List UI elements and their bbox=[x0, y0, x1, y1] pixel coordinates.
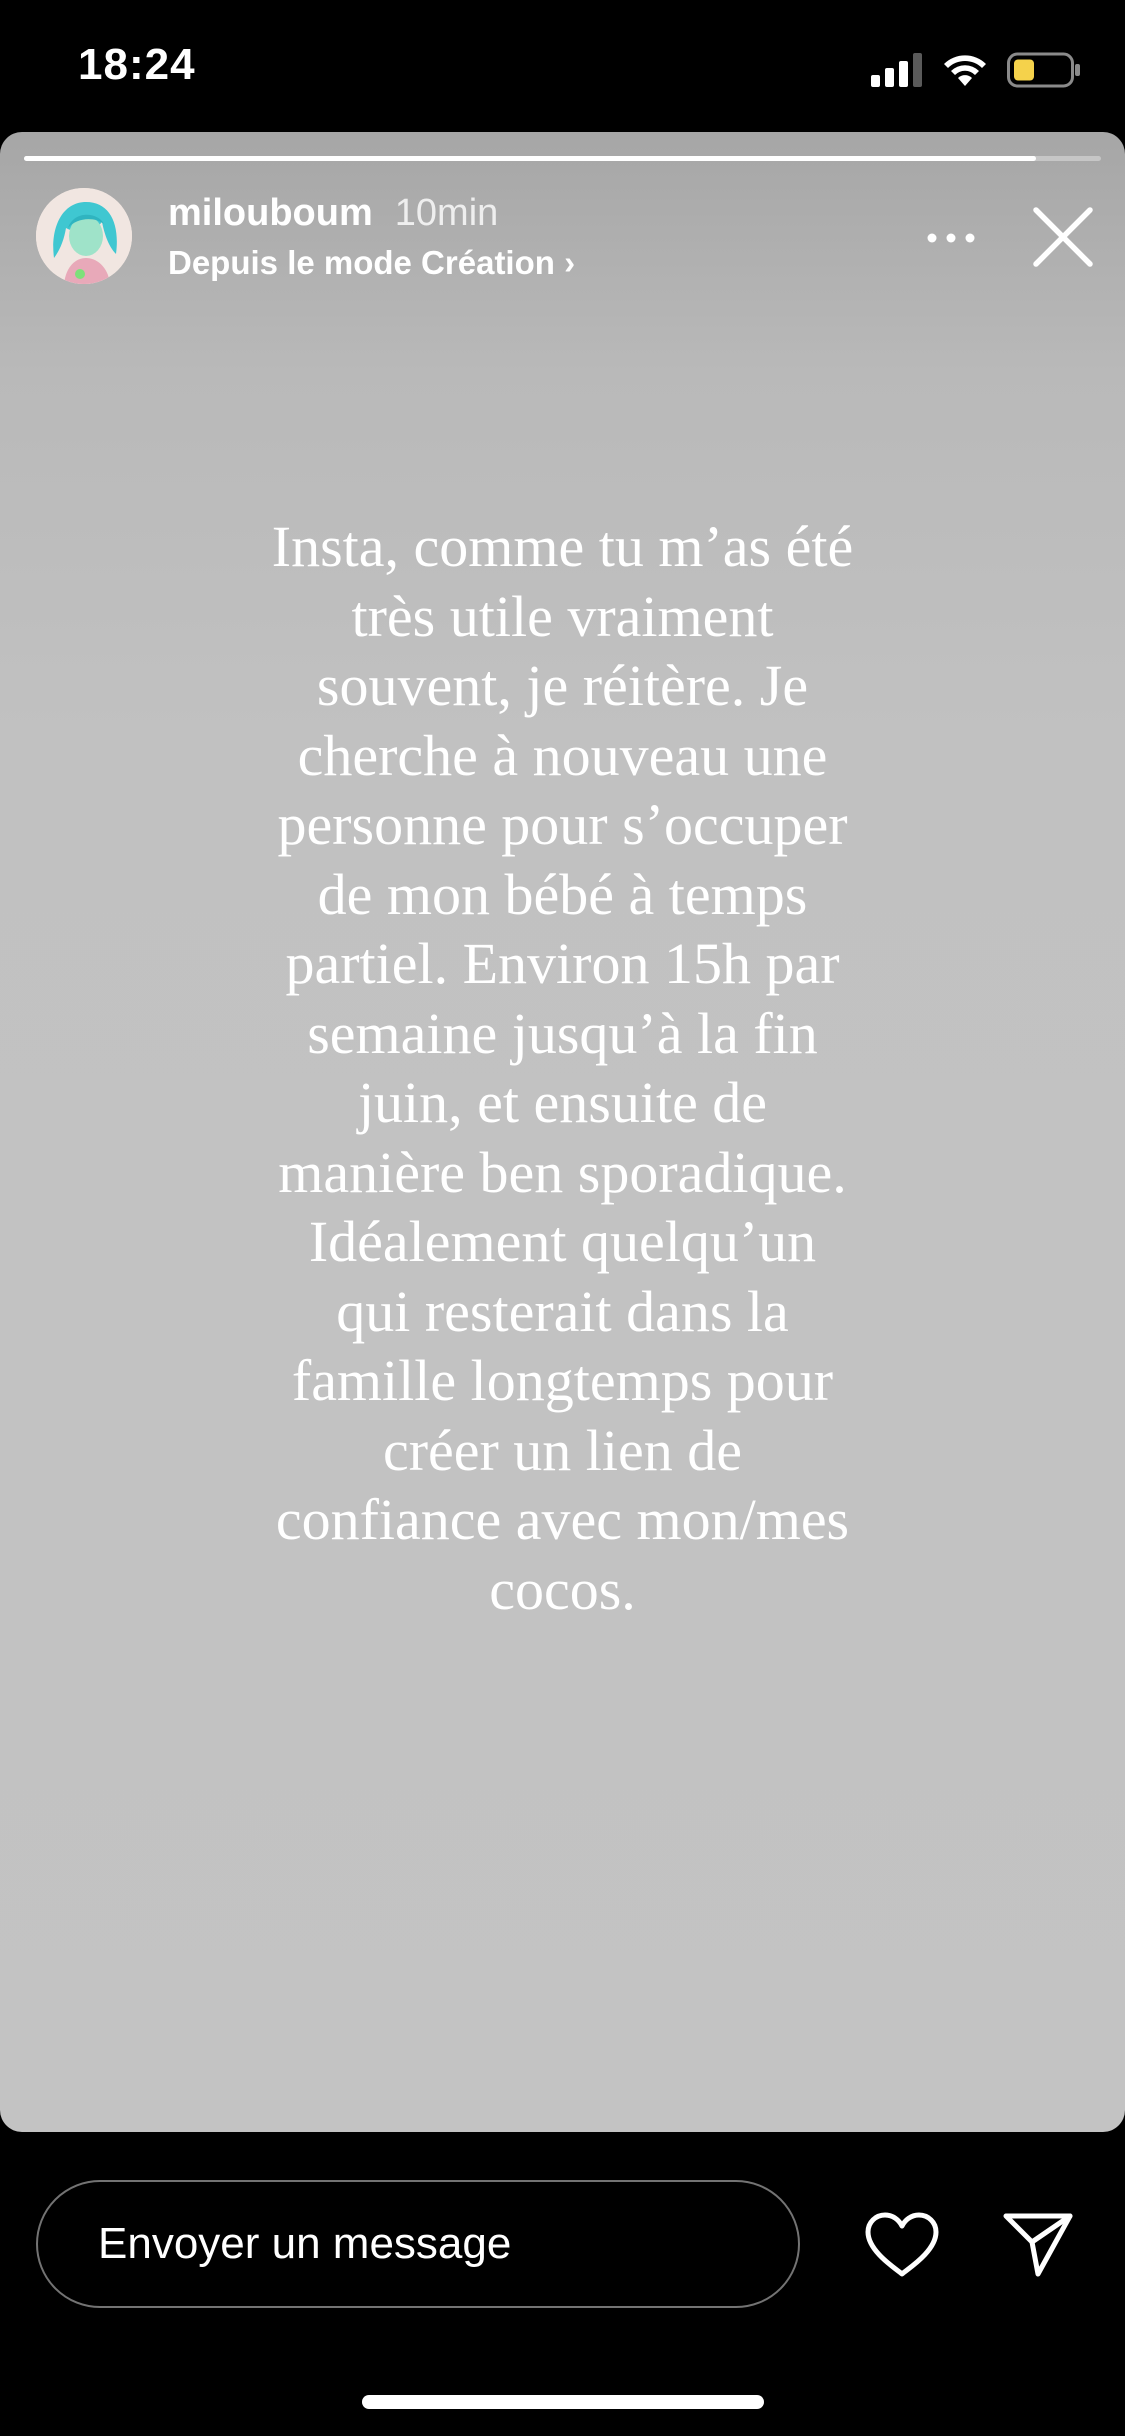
heart-icon bbox=[862, 2210, 942, 2280]
story-text: Insta, comme tu m’as été très utile vraiment souvent, je réitère. Je cherche à nouveau une personne pour s’occuper de mon bébé à temps partiel. Environ 15h par semaine jusqu’à la fin juin, et ensuite de manière ben sporadique. Idéalement quelqu’un qui resterait dans la famille longtemps pour créer un lien de confiance avec mon/mes cocos. bbox=[271, 514, 854, 1622]
avatar-illustration bbox=[36, 188, 132, 284]
status-icons bbox=[871, 50, 1081, 90]
wifi-icon bbox=[941, 52, 989, 88]
story-progress-fill bbox=[24, 156, 1036, 161]
story-card[interactable] bbox=[0, 132, 1125, 2132]
close-icon bbox=[1028, 202, 1098, 272]
story-progress-bar bbox=[24, 156, 1101, 161]
story-time-ago: 10min bbox=[394, 192, 499, 234]
home-indicator[interactable] bbox=[362, 2395, 764, 2409]
status-bar bbox=[0, 0, 1125, 132]
like-button[interactable] bbox=[862, 2210, 942, 2280]
status-time: 18:24 bbox=[78, 40, 196, 89]
avatar[interactable] bbox=[36, 188, 132, 284]
cellular-signal-icon bbox=[871, 53, 923, 87]
message-input[interactable] bbox=[36, 2180, 800, 2308]
more-dots-icon bbox=[916, 208, 986, 268]
send-icon bbox=[1000, 2208, 1076, 2280]
username-line bbox=[168, 192, 498, 235]
username[interactable]: milouboum bbox=[168, 192, 373, 234]
battery-icon bbox=[1007, 52, 1081, 88]
more-options-button[interactable] bbox=[916, 208, 986, 268]
close-button[interactable] bbox=[1028, 202, 1098, 272]
story-header bbox=[36, 184, 1096, 288]
send-button[interactable] bbox=[1000, 2208, 1076, 2280]
story-source-link[interactable]: Depuis le mode Création › bbox=[168, 244, 576, 281]
